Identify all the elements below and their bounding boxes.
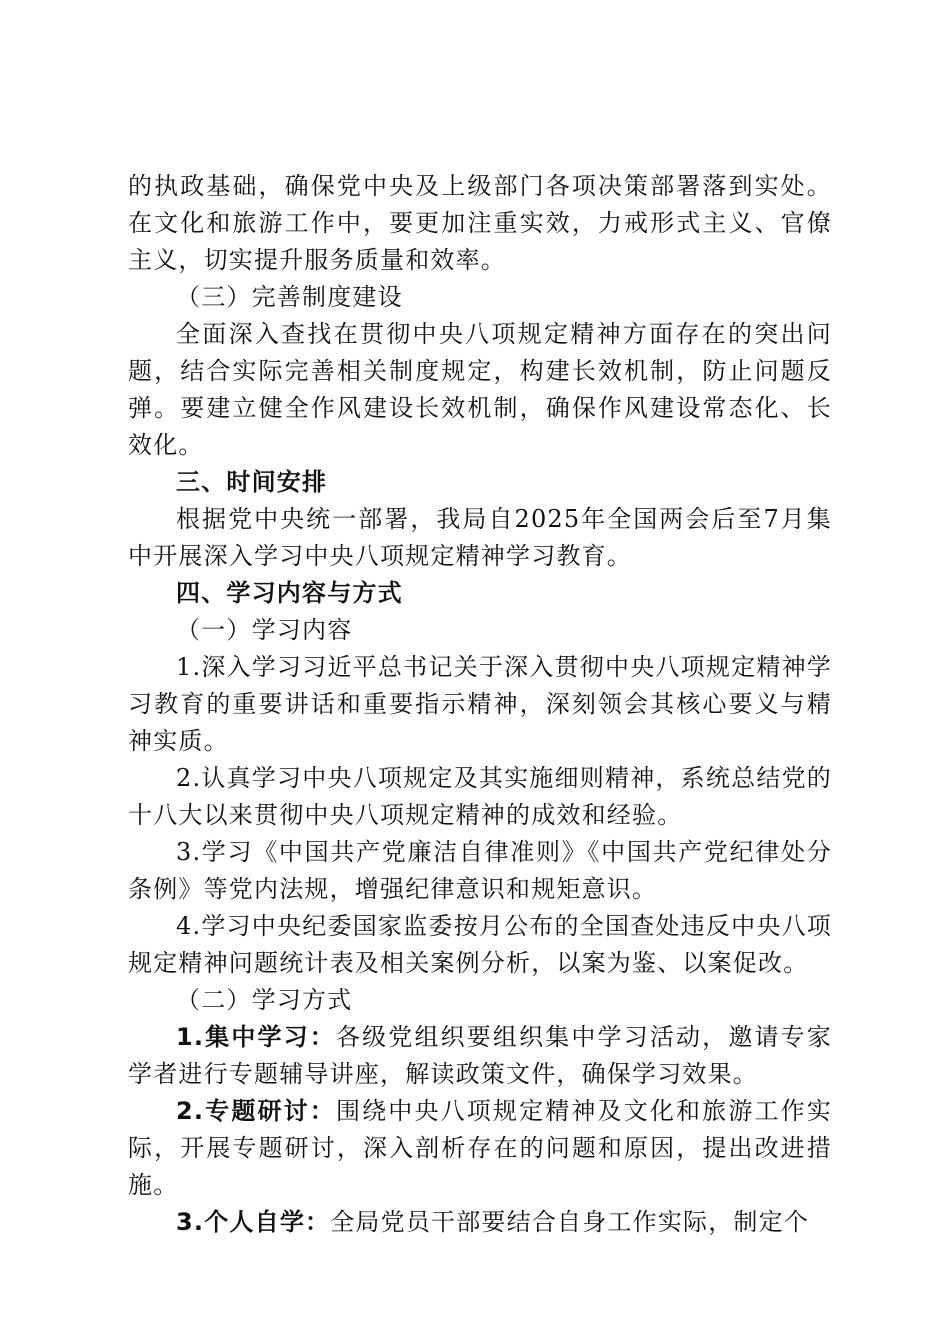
heading-content-and-methods: 四、学习内容与方式 [176, 579, 403, 607]
paragraph-schedule: 根据党中央统一部署，我局自2025年全国两会后至7月集中开展深入学习中央八项规定精神学习教育。 [128, 505, 832, 570]
method-2-text: 围绕中央八项规定精神及文化和旅游工作实际，开展专题研讨，深入剖析存在的问题和原因，提出改进措施。 [128, 1097, 832, 1199]
subheading-study-methods: （二）学习方式 [176, 986, 353, 1014]
list-item-method-1 [128, 1019, 832, 1093]
method-1-text: 各级党组织要组织集中学习活动，邀请专家学者进行专题辅导讲座，解读政策文件，确保学习效果。 [128, 1023, 832, 1088]
list-item-method-2 [128, 1093, 832, 1204]
list-item-content-3: 3.学习《中国共产党廉洁自律准则》《中国共产党纪律处分条例》等党内法规，增强纪律意识和规矩意识。 [128, 838, 832, 903]
method-3-text: 全局党员干部要结合自身工作实际，制定个 [330, 1208, 810, 1236]
method-3-label: 3.个人自学： [176, 1208, 331, 1236]
list-item-content-2: 2.认真学习中央八项规定及其实施细则精神，系统总结党的十八大以来贯彻中央八项规定精神的成效和经验。 [128, 764, 832, 829]
paragraph-system-building: 全面深入查找在贯彻中央八项规定精神方面存在的突出问题，结合实际完善相关制度规定，构建长效机制，防止问题反弹。要建立健全作风建设长效机制，确保作风建设常态化、长效化。 [128, 320, 832, 459]
paragraph-continuation: 的执政基础，确保党中央及上级部门各项决策部署落到实处。在文化和旅游工作中，要更加注重实效，力戒形式主义、官僚主义，切实提升服务质量和效率。 [128, 172, 832, 274]
heading-schedule: 三、时间安排 [176, 468, 328, 496]
subheading-improve-system: （三）完善制度建设 [176, 283, 403, 311]
method-1-label: 1.集中学习： [176, 1023, 336, 1051]
method-2-label: 2.专题研讨： [176, 1097, 336, 1125]
list-item-content-4: 4.学习中央纪委国家监委按月公布的全国查处违反中央八项规定精神问题统计表及相关案例分析，以案为鉴、以案促改。 [128, 912, 832, 977]
document-body [128, 168, 832, 1241]
subheading-study-content: （一）学习内容 [176, 616, 353, 644]
list-item-content-1: 1.深入学习习近平总书记关于深入贯彻中央八项规定精神学习教育的重要讲话和重要指示精神，深刻领会其核心要义与精神实质。 [128, 653, 832, 755]
list-item-method-3 [128, 1204, 832, 1241]
